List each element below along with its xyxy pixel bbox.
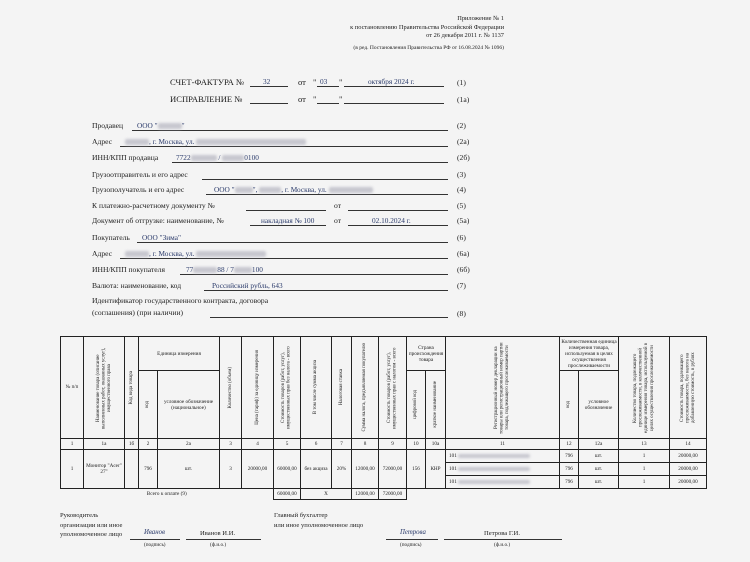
- hdr-country: Страна происхождения товара: [407, 337, 446, 371]
- row-tax: 12000,00: [352, 450, 379, 489]
- col-number: 5: [274, 439, 301, 450]
- seller-address-label: Адрес: [92, 137, 113, 146]
- col-number: 7: [332, 439, 352, 450]
- contract-id-code: (8): [457, 309, 466, 318]
- trace-reg-number: 101: [446, 450, 560, 463]
- shipper-label: Грузоотправитель и его адрес: [92, 170, 188, 179]
- hdr-excise: В том числе сумма акциза: [301, 337, 332, 439]
- contract-id-label-1: Идентификатор государственного контракта, договора: [92, 296, 269, 305]
- appendix-line-2: к постановлению Правительства Российской Федерации: [350, 23, 504, 31]
- trace-code: 796: [560, 463, 579, 476]
- col-number: 1а: [84, 439, 125, 450]
- trace-code: 796: [560, 476, 579, 489]
- hdr-trace-name: условное обозначение: [579, 371, 619, 439]
- col-number: 2а: [158, 439, 220, 450]
- appendix-line-4: (в ред. Постановления Правительства РФ от 16.08.2024 № 1096): [353, 44, 504, 51]
- consignee-code: (4): [457, 185, 466, 194]
- shipment-doc-date: 02.10.2024 г.: [372, 216, 411, 225]
- trace-amount: 1: [619, 450, 670, 463]
- total-row: [61, 489, 707, 500]
- row-type-code: [125, 450, 139, 489]
- buyer-label: Покупатель: [92, 233, 130, 242]
- hdr-unit: Единица измерения: [139, 337, 220, 371]
- row-country-code: 156: [407, 450, 426, 489]
- row-qty: 3: [220, 450, 242, 489]
- col-number: 9: [379, 439, 407, 450]
- hdr-cost-no-tax: Стоимость товаров (работ, услуг), имущественных прав без налога - всего: [274, 337, 301, 439]
- row-unit-code: 796: [139, 450, 158, 489]
- quote-close: ": [339, 94, 343, 104]
- buyer-inn-label: ИНН/КПП покупателя: [92, 265, 165, 274]
- row-cost-tax: 72000,00: [379, 450, 407, 489]
- hdr-trace-cost: Стоимость товара, подлежащего прослеживаемости, без налога на добавленную стоимость, в рублях: [670, 337, 707, 439]
- consignee-label: Грузополучатель и его адрес: [92, 185, 185, 194]
- trace-reg-number: 101: [446, 476, 560, 489]
- buyer-address-value: , г. Москва, ул.: [125, 249, 266, 258]
- head-name: Иванов И.И.: [200, 530, 236, 537]
- col-number: 6: [301, 439, 332, 450]
- shipper-code: (3): [457, 170, 466, 179]
- hdr-tax: Сумма налога, предъявляемая покупателю: [352, 337, 379, 439]
- hdr-country-code: цифровой код: [407, 371, 426, 439]
- seller-inn-code: (2б): [457, 153, 470, 162]
- col-number: 12а: [579, 439, 619, 450]
- column-numbers-row: [61, 439, 707, 450]
- contract-id-label-2: (соглашения) (при наличии): [92, 308, 184, 317]
- payment-doc-label: К платежно-расчетному документу №: [92, 201, 215, 210]
- appendix-line-1: Приложение № 1: [457, 15, 504, 22]
- shipment-doc-code: (5а): [457, 216, 470, 225]
- hdr-reg: Регистрационный номер декларации на товары или регистрационный номер партии товара, подлежащего прослеживаемости: [446, 337, 560, 439]
- buyer-address-code: (6а): [457, 249, 470, 258]
- accountant-name-caption: (ф.и.о.): [494, 542, 511, 548]
- trace-code: 796: [560, 450, 579, 463]
- trace-name: шт.: [579, 450, 619, 463]
- currency-value: Российский рубль, 643: [212, 281, 283, 290]
- head-label-2: организации или иное: [60, 522, 123, 529]
- invoice-number: 32: [263, 77, 271, 86]
- seller-inn-label: ИНН/КПП продавца: [92, 153, 159, 162]
- row-country-name: КНР: [426, 450, 446, 489]
- correction-code: (1а): [457, 95, 470, 104]
- col-number: 11: [446, 439, 560, 450]
- total-excise: X: [301, 489, 352, 500]
- buyer-code: (6): [457, 233, 466, 242]
- buyer-inn-value: 77 88 / 7 100: [186, 265, 263, 274]
- seller-value: ООО " ": [137, 121, 185, 130]
- hdr-price: Цена (тариф) за единицу измерения: [242, 337, 274, 439]
- hdr-qty: Количество (объем): [220, 337, 242, 439]
- shipment-doc-from-label: от: [334, 216, 342, 225]
- col-number: 8: [352, 439, 379, 450]
- invoice-label: СЧЕТ-ФАКТУРА №: [170, 77, 245, 87]
- col-number: 1б: [125, 439, 139, 450]
- row-name: Монитор "Acer" 27": [84, 450, 125, 489]
- trace-amount: 1: [619, 476, 670, 489]
- shipment-doc-label: Документ об отгрузке: наименование, №: [92, 216, 224, 225]
- head-sign-caption: (подпись): [144, 542, 166, 548]
- row-excise: без акциза: [301, 450, 332, 489]
- currency-label: Валюта: наименование, код: [92, 281, 182, 290]
- correction-from-label: от: [298, 94, 306, 104]
- hdr-trace-code: код: [560, 371, 579, 439]
- trace-name: шт.: [579, 463, 619, 476]
- hdr-cost-tax: Стоимость товаров (работ, услуг), имущественных прав с налогом - всего: [379, 337, 407, 439]
- accountant-signature: Петрова: [400, 529, 426, 536]
- head-label-1: Руководитель: [60, 512, 99, 519]
- accountant-sign-caption: (подпись): [400, 542, 422, 548]
- hdr-type-code: Код вида товара: [125, 337, 139, 439]
- total-cost-no-tax: 60000,00: [274, 489, 301, 500]
- col-number: 13: [619, 439, 670, 450]
- head-signature: Иванов: [144, 529, 165, 536]
- table-row: [61, 450, 707, 463]
- col-number: 1: [61, 439, 84, 450]
- hdr-unit-name: условное обозначение (национальное): [158, 371, 220, 439]
- payment-doc-from-label: от: [334, 201, 342, 210]
- quote-open: ": [313, 77, 317, 87]
- shipment-doc-value: накладная № 100: [261, 216, 315, 225]
- trace-cost: 20000,00: [670, 476, 707, 489]
- hdr-unit-code: код: [139, 371, 158, 439]
- trace-cost: 20000,00: [670, 450, 707, 463]
- col-number: 2: [139, 439, 158, 450]
- appendix-line-3: от 26 декабря 2011 г. № 1137: [426, 32, 504, 40]
- accountant-label-2: или иное уполномоченное лицо: [274, 522, 364, 529]
- head-name-caption: (ф.и.о.): [210, 542, 227, 548]
- accountant-name: Петрова Г.И.: [484, 530, 520, 537]
- buyer-inn-code: (6б): [457, 265, 470, 274]
- payment-doc-code: (5): [457, 201, 466, 210]
- hdr-name: Наименование товара (описание выполненных работ, оказанных услуг), имущественного права: [84, 337, 125, 439]
- trace-cost: 20000,00: [670, 463, 707, 476]
- total-tax: 12000,00: [352, 489, 379, 500]
- col-number: 10: [407, 439, 426, 450]
- trace-amount: 1: [619, 463, 670, 476]
- seller-address-value: , г. Москва, ул.: [125, 137, 306, 146]
- correction-label: ИСПРАВЛЕНИЕ №: [170, 94, 243, 104]
- head-label-3: уполномоченное лицо: [60, 531, 123, 538]
- quote-close: ": [339, 77, 343, 87]
- row-price: 20000,00: [242, 450, 274, 489]
- row-cost-no-tax: 60000,00: [274, 450, 301, 489]
- hdr-trace-qty: Количественная единица измерения товара, используемая в целях осуществления прослеживаемости: [561, 338, 617, 369]
- seller-code: (2): [457, 121, 466, 130]
- buyer-value: ООО "Зима": [142, 233, 181, 242]
- col-number: 10а: [426, 439, 446, 450]
- hdr-rate: Налоговая ставка: [332, 337, 352, 439]
- col-number: 14: [670, 439, 707, 450]
- hdr-num: № п/п: [61, 337, 84, 439]
- total-empty: [407, 489, 707, 500]
- invoice-month-year: октября 2024 г.: [368, 77, 415, 86]
- invoice-code: (1): [457, 78, 466, 87]
- col-number: 3: [220, 439, 242, 450]
- invoice-from-label: от: [298, 77, 306, 87]
- trace-name: шт.: [579, 476, 619, 489]
- seller-address-code: (2а): [457, 137, 470, 146]
- quote-open: ": [313, 94, 317, 104]
- hdr-trace-amount: Количество товара, подлежащего прослеживаемости, в количественной единице измерения товара, используемой в целях осуществления прослеживаемости: [619, 337, 670, 439]
- invoice-table: [60, 336, 707, 500]
- appendix-block: [300, 15, 504, 52]
- row-rate: 20%: [332, 450, 352, 489]
- col-number: 12: [560, 439, 579, 450]
- seller-inn-value: 7722 / 0100: [176, 153, 259, 162]
- buyer-address-label: Адрес: [92, 249, 113, 258]
- trace-reg-number: 101: [446, 463, 560, 476]
- seller-label: Продавец: [92, 121, 124, 130]
- invoice-day: 03: [320, 77, 328, 86]
- currency-code: (7): [457, 281, 466, 290]
- total-label: Всего к оплате (9): [146, 491, 187, 498]
- accountant-label-1: Главный бухгалтер: [274, 512, 328, 519]
- total-cost-tax: 72000,00: [379, 489, 407, 500]
- row-num: 1: [61, 450, 84, 489]
- row-unit-name: шт.: [158, 450, 220, 489]
- hdr-country-name: краткое наименование: [426, 371, 446, 439]
- col-number: 4: [242, 439, 274, 450]
- consignee-value: ООО " ", , г. Москва, ул.: [214, 185, 373, 194]
